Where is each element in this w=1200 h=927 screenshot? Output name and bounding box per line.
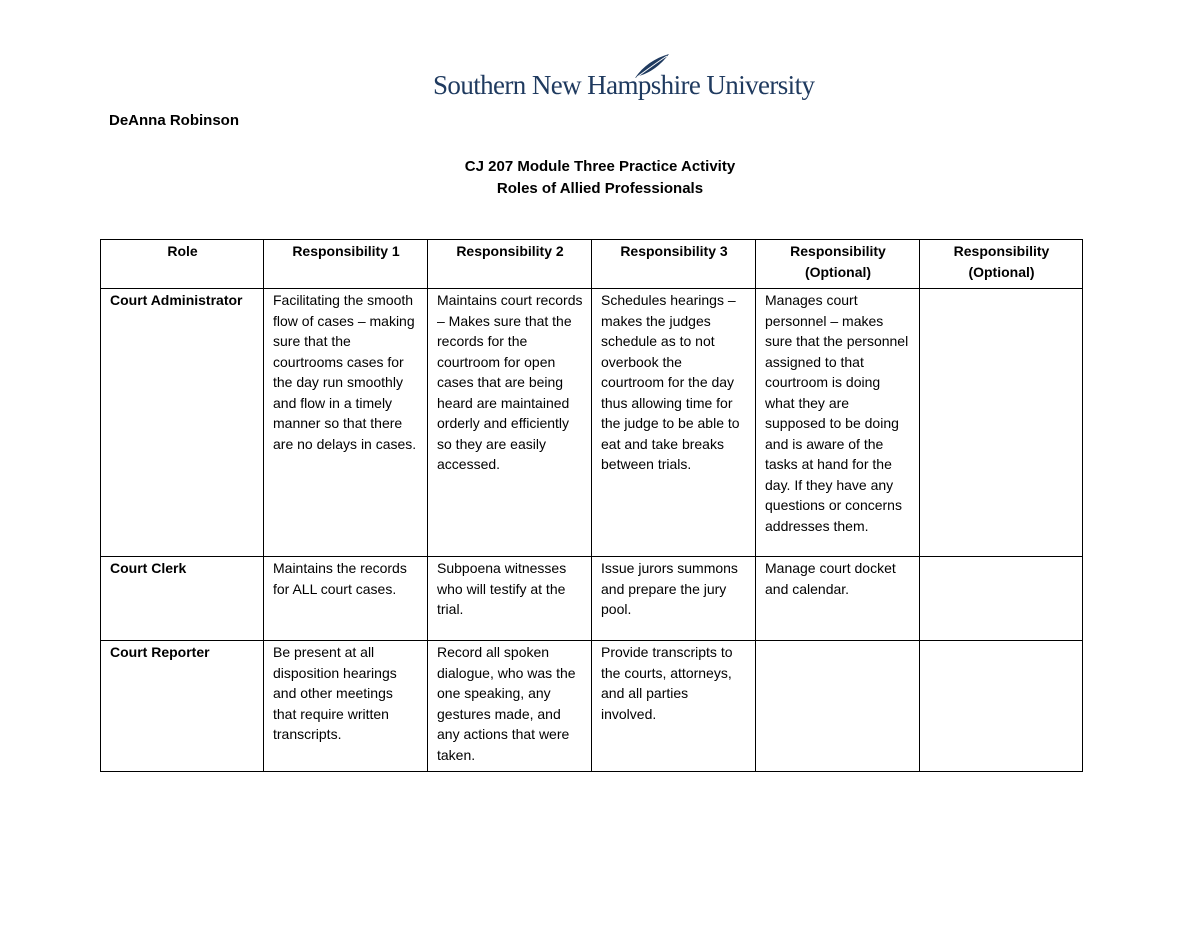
header-responsibility-3: Responsibility 3 xyxy=(592,240,756,289)
header-responsibility-2: Responsibility 2 xyxy=(428,240,592,289)
document-title xyxy=(0,156,1200,200)
table-row xyxy=(101,641,1083,772)
table-cell: Provide transcripts to the courts, attorneys, and all parties involved. xyxy=(592,641,756,772)
role-cell: Court Administrator xyxy=(101,289,264,557)
title-line-2: Roles of Allied Professionals xyxy=(496,180,704,197)
table-cell: Facilitating the smooth flow of cases – making sure that the courtrooms cases for the day run smoothly and flow in a timely manner so that there are no delays in cases. xyxy=(264,289,428,557)
table-cell xyxy=(920,289,1083,557)
table-cell: Record all spoken dialogue, who was the one speaking, any gestures made, and any actions that were taken. xyxy=(428,641,592,772)
header-role: Role xyxy=(101,240,264,289)
role-cell: Court Reporter xyxy=(101,641,264,772)
roles-table xyxy=(100,239,1083,772)
logo-text: Southern New Hampshire University xyxy=(433,70,815,100)
table-cell: Manage court docket and calendar. xyxy=(756,557,920,641)
header-responsibility-optional-1: Responsibility (Optional) xyxy=(756,240,920,289)
table-row xyxy=(101,289,1083,557)
role-cell: Court Clerk xyxy=(101,557,264,641)
table-cell: Be present at all disposition hearings and other meetings that require written transcripts. xyxy=(264,641,428,772)
table-cell: Maintains the records for ALL court cases. xyxy=(264,557,428,641)
table-cell xyxy=(756,641,920,772)
table-cell xyxy=(920,641,1083,772)
table-cell: Issue jurors summons and prepare the jury pool. xyxy=(592,557,756,641)
author-name: DeAnna Robinson xyxy=(109,112,239,129)
university-logo xyxy=(433,52,815,104)
table-cell: Manages court personnel – makes sure that the personnel assigned to that courtroom is doing what they are supposed to be doing and is aware of the tasks at hand for the day. If they have any questions or concerns addresses them. xyxy=(756,289,920,557)
header-responsibility-optional-2: Responsibility (Optional) xyxy=(920,240,1083,289)
table-header-row xyxy=(101,240,1083,289)
table-cell xyxy=(920,557,1083,641)
table-row xyxy=(101,557,1083,641)
table-cell: Maintains court records – Makes sure that the records for the courtroom for open cases that are being heard are maintained orderly and efficiently so they are easily accessed. xyxy=(428,289,592,557)
title-line-1: CJ 207 Module Three Practice Activity xyxy=(464,158,736,175)
table-cell: Schedules hearings – makes the judges schedule as to not overbook the courtroom for the day thus allowing time for the judge to be able to eat and take breaks between trials. xyxy=(592,289,756,557)
table-cell: Subpoena witnesses who will testify at the trial. xyxy=(428,557,592,641)
header-responsibility-1: Responsibility 1 xyxy=(264,240,428,289)
